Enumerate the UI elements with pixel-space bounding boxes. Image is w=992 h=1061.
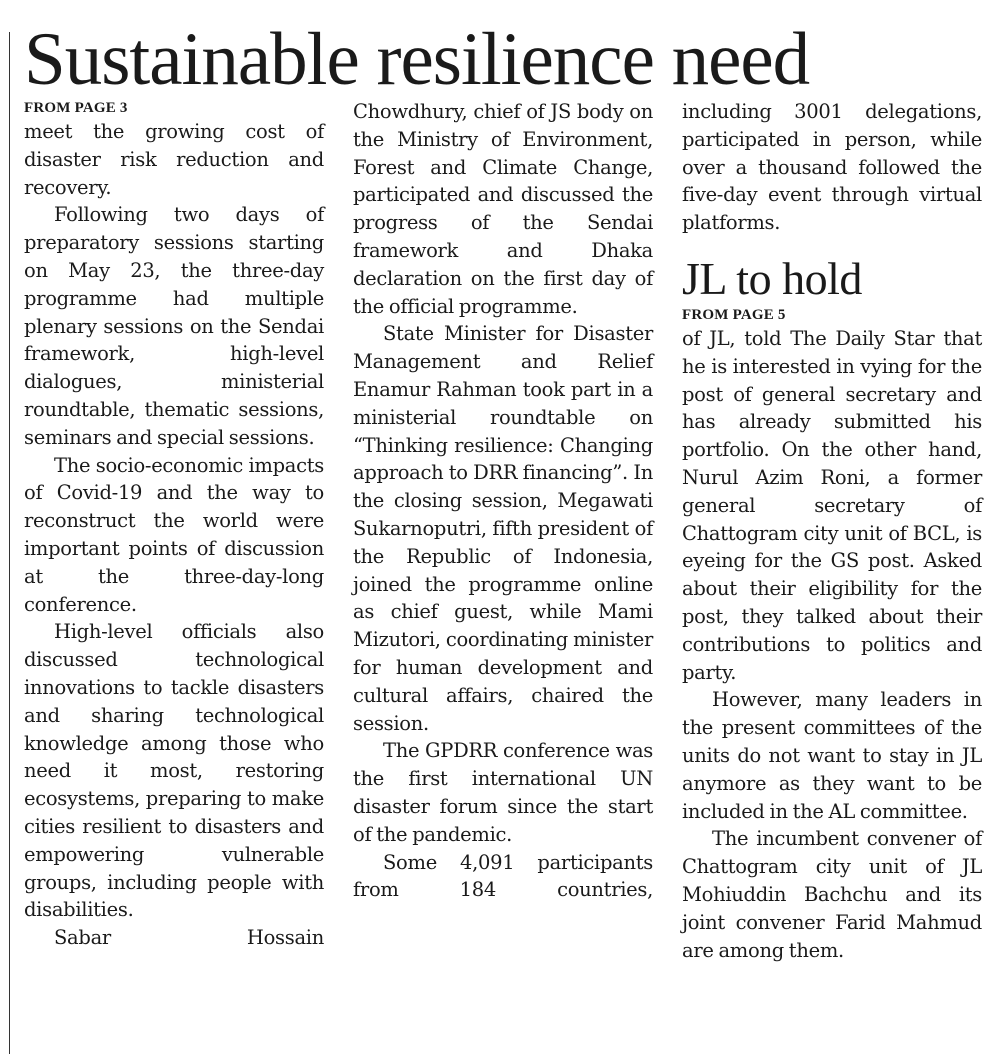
column-rule	[9, 32, 10, 1054]
paragraph: Chowdhury, chief of JS body on the Ministry of Environment, Forest and Climate Change, participated and discussed the progress of the Sendai framework and Dhaka declaration on the first day of the official programme.	[353, 100, 653, 318]
paragraph: High-level officials also discussed technological innovations to tackle disasters and sharing technological knowledge among those who need it most, restoring ecosystems, preparing to make cities resilient to disasters and empowering vulnerable groups, including people with disabilities.	[24, 620, 324, 922]
jump-line: FROM PAGE 3	[24, 100, 128, 116]
article-headline: JL to hold	[682, 252, 862, 304]
paragraph: State Minister for Disaster Management and Relief Enamur Rahman took part in a ministerial roundtable on “Thinking resilience: Changing approach to DRR financing”. In the closing session, Megawati Sukarnoputri, fifth president of the Republic of Indonesia, joined the programme online as chief guest, while Mami Mizutori, coordinating minister for human development and cultural affairs, chaired the session.	[353, 322, 653, 735]
paragraph: However, many leaders in the present committees of the units do not want to stay in JL anymore as they want to be included in the AL committee.	[682, 688, 982, 823]
column-2	[353, 98, 653, 904]
paragraph: of JL, told The Daily Star that he is interested in vying for the post of general secretary and has already submitted his portfolio. On the other hand, Nurul Azim Roni, a former general secretary of Chattogram city unit of BCL, is eyeing for the GS post. Asked about their eligibility for the post, they talked about their contributions to politics and party.	[682, 326, 982, 684]
paragraph: The GPDRR conference was the first international UN disaster forum since the start of the pandemic.	[353, 739, 653, 846]
paragraph: The socio-economic impacts of Covid-19 and the way to reconstruct the world were important points of discussion at the three-day-long conference.	[24, 453, 324, 616]
column-3	[682, 98, 982, 964]
article-headline: Sustainable resilience need	[24, 18, 810, 101]
column-1	[24, 98, 324, 952]
paragraph: meet the growing cost of disaster risk reduction and recovery.	[24, 120, 324, 199]
paragraph: The incumbent convener of Chattogram city unit of JL Mohiuddin Bachchu and its joint convener Farid Mahmud are among them.	[682, 827, 982, 962]
paragraph: Following two days of preparatory sessions starting on May 23, the three-day programme had multiple plenary sessions on the Sendai framework, high-level dialogues, ministerial roundtable, thematic sessions, seminars and special sessions.	[24, 203, 324, 449]
paragraph: Some 4,091 participants from 184 countries,	[353, 850, 653, 902]
jump-line: FROM PAGE 5	[682, 306, 786, 323]
paragraph: Sabar Hossain	[54, 926, 324, 950]
paragraph: including 3001 delegations, participated in person, while over a thousand followed the five-day event through virtual platforms.	[682, 100, 982, 235]
